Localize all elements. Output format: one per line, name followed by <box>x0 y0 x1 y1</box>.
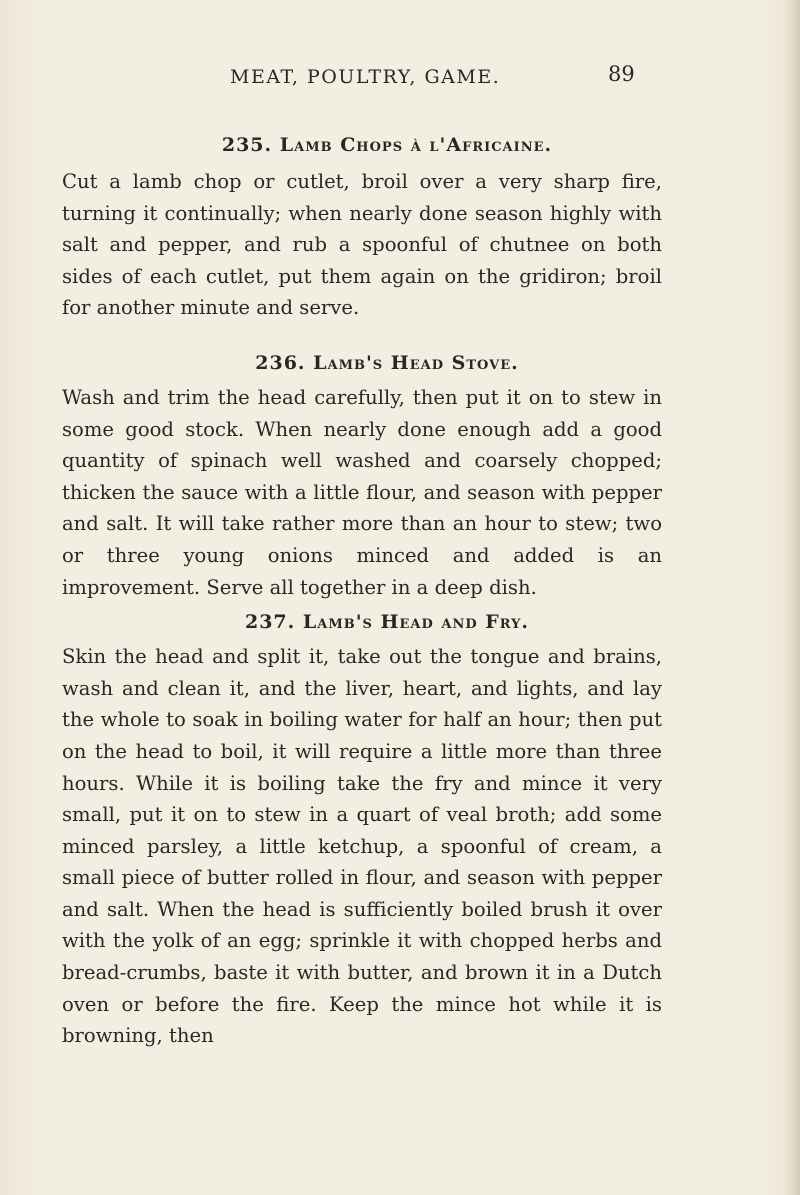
recipe-heading <box>62 605 662 639</box>
recipe-title: Lamb's Head and Fry. <box>302 611 530 634</box>
recipe-title: Lamb Chops à l'Africaine. <box>279 134 553 156</box>
recipe-number: 235. <box>221 134 273 156</box>
page-number: 89 <box>608 62 635 86</box>
recipe-heading <box>62 346 662 380</box>
recipe-text: Wash and trim the head carefully, then put it on to stew in some good stock. When nearly done enough add a good quantity of spinach well washed and coarsely chopped; thicken the sauce with a little flour, and season with pepper and salt. It will take rather more than an hour to stew; two or three young onions minced and added is an improvement. Serve all together in a deep dish. <box>62 385 662 599</box>
recipe-number: 236. <box>255 351 306 374</box>
recipe-text: Cut a lamb chop or cutlet, broil over a very sharp fire, turning it continually; when nearly done season highly with salt and pepper, and rub a spoonful of chutnee on both sides of each cutlet, put them again on the gridiron; broil for another minute and serve. <box>62 170 662 320</box>
recipe-number: 237. <box>244 611 296 634</box>
running-head: MEAT, POULTRY, GAME. <box>230 66 501 88</box>
page-header <box>0 62 800 96</box>
page-body <box>62 128 662 1052</box>
page-gutter-shadow <box>786 0 800 1195</box>
recipe-title: Lamb's Head Stove. <box>313 351 519 374</box>
recipe-heading <box>62 128 662 162</box>
recipe-text: Skin the head and split it, take out the tongue and brains, wash and clean it, and the liver, heart, and lights, and lay the whole to soak in boiling water for half an hour; then put on the head to boil, it will require a little more than three hours. While it is boiling take the fry and mince it very small, put it on to stew in a quart of veal broth; add some minced parsley, a little ketchup, a spoonful of cream, a small piece of butter rolled in flour, and season with pepper and salt. When the head is sufficiently boiled brush it over with the yolk of an egg; sprinkle it with chopped herbs and bread-crumbs, baste it with butter, and brown it in a Dutch oven or before the fire. Keep the mince hot while it is browning, then <box>62 645 662 1048</box>
